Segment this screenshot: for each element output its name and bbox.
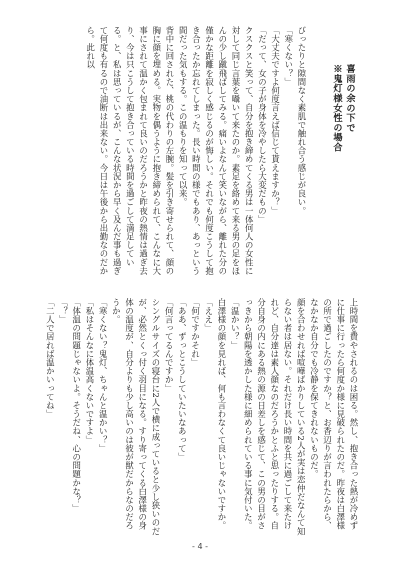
chapter-title: ※鬼灯様女性の場合 (331, 64, 342, 153)
series-title: 喜雨の余の下で (344, 64, 355, 133)
heading-block (318, 64, 356, 294)
lower-body-text (42, 298, 360, 538)
lower-body-paragraphs: 上時間を費やされるのは困る。然し、抱き合った熱が冷めずに仕事に行ったら何度か様に見破られたのだ。昨夜は白澤様の所で過ごしたのですか？と、お香辺りが言われたらから、なかなか自分でも冷静を保てきれないものだ。 顔を合わせれば喧嘩ばかりしている2人が実は恋仲だなんて知らない者は居ない。それだけ長い時間を共に過ごして来たけれど、自分達は素人顔なのだろうかとふと思ったりする。自分自身の内にある熱の源の日差しを感じて、この男の目がさっきから朝陽を透かした様に細められている事に気付いた。 「温かい？」 白澤様の顔を見れば、何も言わなくて良いじゃないですか。 「ええ」 「何ですかそれ」 「ああ、ずっとこうしていたいなあって」 「何言ってるんですか」 シングルサイズの寝台に2人で横に成っていると少し狭いのだが、必然とくっ付く羽目になる。すり寄ってくる白澤様の身体の温度が、自分よりも少し高いのは彼が獣だからなのだろうか。 「寒くない？鬼灯、ちゃんと温かい？」 「私はそんなに体温高くないですよ」 「体温の問題じゃないよ。そうだね、心の問題かな？」 「？」 「二人で居れば温かいってね」 (45, 298, 359, 536)
upper-body-paragraphs: びったりと隙間なく素肌で触れ合う感じが良い。 「寒くない？」 「大丈夫ですよ何度言えば信じて貰えますか？」 「だって、女の子が身体を冷やしたら大変だもの」 クスクスと笑って、自分を抱き締めてくる男は一体何人の女性に対して同じ言葉を囁いて来たのか。素足を絡めて来る男の足をほんの少し蹴飛ばしてみる。痛いよなんて笑いながら、離れた分の僅かな距離を寂しく感じるのが悔しい。それでも何度こうして抱き合ったか忘れてしまった。長い時間の様でもあり、あっという間だった気もする。この温もりを知って以来。 背中に回された、桃の代わりの左腕。髪を引き寄せられて、顔の胸に顔を埋める。実物を偶うように抱き締められて、こんなに大事にされて温かく包まれて良いのだろうかと昨夜の熱情は過ぎ去り、今は只こうして抱き合っている時間を過ごして満足している。と、私は思っているが、こんな状況から早く及んだ事も過ぎて何度も有るので油断は出来ない。今日は午後から出勤なのだから。此れ以 (85, 26, 307, 276)
page-number: - 4 - (192, 542, 208, 551)
upper-body-text (40, 26, 308, 276)
